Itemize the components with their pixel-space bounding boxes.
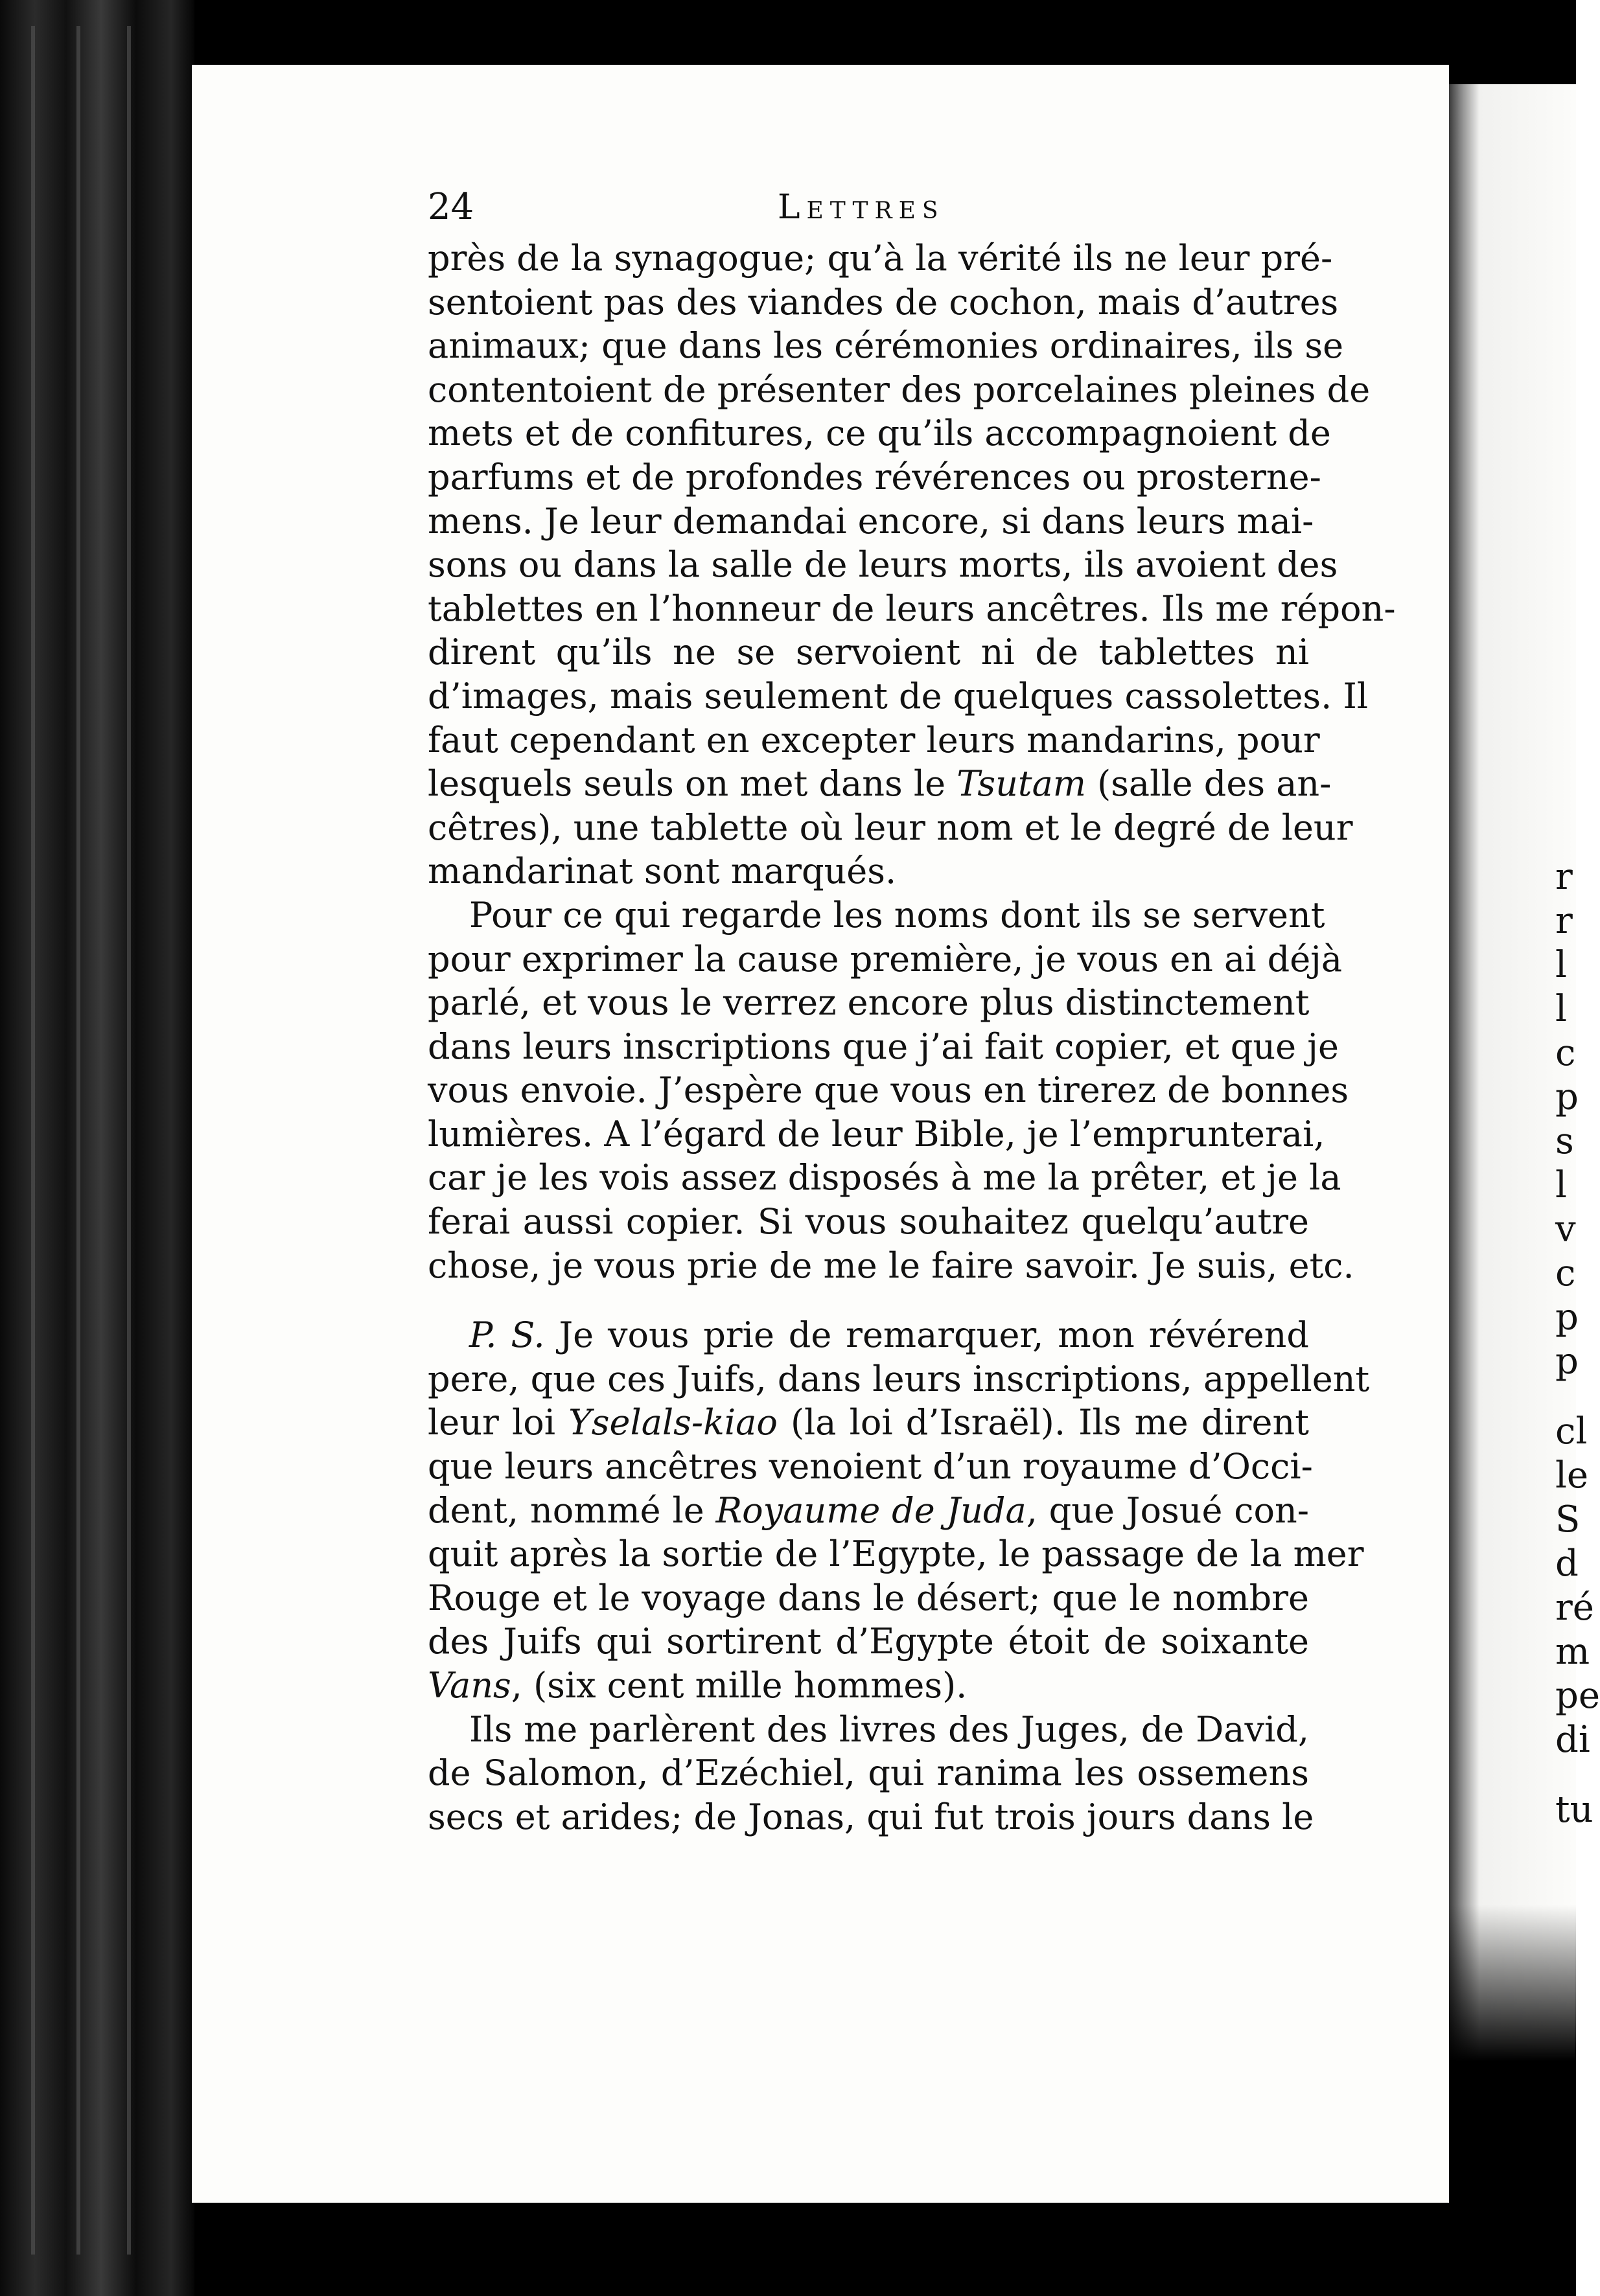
text-line: dans leurs inscriptions que j’ai fait copier, et que je bbox=[428, 1026, 1339, 1067]
text-line bbox=[428, 1401, 1309, 1445]
text-line: parlé, et vous le verrez encore plus distinctement bbox=[428, 982, 1310, 1024]
facing-page-fragment: l bbox=[1555, 944, 1567, 986]
text-line: d’images, mais seulement de quelques cassolettes. Il bbox=[428, 675, 1369, 717]
text-line: ferai aussi copier. Si vous souhaitez quelqu’autre bbox=[428, 1201, 1309, 1243]
facing-page-fragment: p bbox=[1555, 1340, 1579, 1383]
running-title: Lettres bbox=[778, 188, 945, 227]
fragment-gap bbox=[1555, 1762, 1576, 1788]
text-segment: Je vous prie de remarquer, mon révérend bbox=[559, 1314, 1309, 1356]
paragraph bbox=[428, 1708, 1314, 1839]
text-line: Rouge et le voyage dans le désert; que le nombre bbox=[428, 1577, 1309, 1618]
text-segment: dent, nommé le bbox=[428, 1489, 704, 1531]
italic-term: Tsutam bbox=[957, 763, 1086, 805]
text-line: parfums et de profondes révérences ou prosterne- bbox=[428, 456, 1321, 498]
text-line: chose, je vous prie de me le faire savoir. Je suis, etc. bbox=[428, 1245, 1354, 1286]
text-line: vous envoie. J’espère que vous en tirerez de bonnes bbox=[428, 1070, 1349, 1111]
facing-page-fragment: l bbox=[1555, 1164, 1567, 1206]
facing-page-fragment: r bbox=[1555, 900, 1573, 942]
text-segment: (la loi d’Israël). Ils me dirent bbox=[790, 1402, 1309, 1443]
facing-page-fragment: d bbox=[1555, 1543, 1579, 1585]
text-line: car je les vois assez disposés à me la prêter, et je la bbox=[428, 1157, 1341, 1199]
body-text bbox=[428, 236, 1396, 1839]
text-line: des Juifs qui sortirent d’Egypte étoit de soixante bbox=[428, 1621, 1309, 1662]
facing-page-fragment: s bbox=[1555, 1120, 1574, 1162]
text-line: Pour ce qui regarde les noms dont ils se servent bbox=[469, 894, 1325, 936]
facing-page-text-fragments bbox=[1555, 855, 1600, 1832]
italic-term: Vans bbox=[428, 1665, 511, 1706]
spine-edge-line bbox=[31, 26, 35, 2255]
text-line: Ils me parlèrent des livres des Juges, de David, bbox=[469, 1708, 1309, 1750]
text-segment: leur loi bbox=[428, 1402, 555, 1443]
text-line: tablettes en l’honneur de leurs ancêtres. Ils me répon- bbox=[428, 588, 1396, 629]
facing-page-fragment: tu bbox=[1555, 1789, 1594, 1831]
facing-page-fragment: S bbox=[1555, 1498, 1581, 1541]
facing-page-shadow bbox=[1449, 1905, 1576, 2296]
postscript-label: P. S. bbox=[469, 1314, 545, 1356]
text-line: mets et de confitures, ce qu’ils accompagnoient de bbox=[428, 413, 1331, 454]
page-header bbox=[428, 181, 1309, 233]
text-line: près de la synagogue; qu’à la vérité ils ne leur pré- bbox=[428, 238, 1333, 279]
facing-page-fragment: p bbox=[1555, 1296, 1579, 1338]
book-spine bbox=[0, 0, 194, 2296]
text-segment: , (six cent mille hommes). bbox=[511, 1665, 968, 1706]
text-line bbox=[428, 1313, 1309, 1357]
text-line: animaux; que dans les cérémonies ordinaires, ils se bbox=[428, 325, 1344, 367]
text-line: quit après la sortie de l’Egypte, le passage de la mer bbox=[428, 1533, 1364, 1575]
text-line: secs et arides; de Jonas, qui fut trois jours dans le bbox=[428, 1796, 1314, 1837]
facing-page-fragment: p bbox=[1555, 1076, 1579, 1118]
paragraph-gap bbox=[428, 1287, 1309, 1313]
facing-page-fragment: le bbox=[1555, 1454, 1589, 1497]
spine-edge-line bbox=[76, 26, 80, 2255]
postscript-paragraph bbox=[428, 1313, 1370, 1707]
facing-page-fragment: c bbox=[1555, 1252, 1576, 1294]
paragraph bbox=[428, 236, 1396, 893]
facing-page-fragment: v bbox=[1555, 1208, 1576, 1250]
text-line: sentoient pas des viandes de cochon, mais d’autres bbox=[428, 281, 1339, 323]
text-line: cêtres), une tablette où leur nom et le degré de leur bbox=[428, 807, 1353, 848]
text-line: dirent qu’ils ne se servoient ni de tablettes ni bbox=[428, 632, 1309, 673]
text-line bbox=[428, 1489, 1309, 1533]
facing-page-fragment: cl bbox=[1555, 1410, 1588, 1452]
facing-page-fragment: di bbox=[1555, 1719, 1590, 1761]
text-line bbox=[428, 1664, 1309, 1708]
spine-edge-line bbox=[127, 26, 131, 2255]
text-line: de Salomon, d’Ezéchiel, qui ranima les ossemens bbox=[428, 1752, 1309, 1794]
facing-page-fragment: m bbox=[1555, 1631, 1590, 1673]
text-line: mandarinat sont marqués. bbox=[428, 851, 897, 892]
text-line: pour exprimer la cause première, je vous en ai déjà bbox=[428, 938, 1343, 980]
text-segment: , que Josué con- bbox=[1026, 1489, 1309, 1531]
text-line: faut cependant en excepter leurs mandarins, pour bbox=[428, 719, 1320, 761]
facing-page-fragment: pe bbox=[1555, 1675, 1600, 1717]
text-line: lumières. A l’égard de leur Bible, je l’emprunterai, bbox=[428, 1113, 1325, 1154]
text-line: sons ou dans la salle de leurs morts, ils avoient des bbox=[428, 544, 1338, 586]
facing-page-fragment: ré bbox=[1555, 1587, 1594, 1629]
text-line: mens. Je leur demandai encore, si dans leurs mai- bbox=[428, 500, 1314, 542]
text-segment: (salle des an- bbox=[1097, 763, 1332, 805]
italic-term: Yselals-kiao bbox=[568, 1402, 778, 1443]
fragment-gap bbox=[1555, 1384, 1576, 1410]
facing-page-fragment: l bbox=[1555, 988, 1567, 1030]
facing-page-fragment: c bbox=[1555, 1032, 1576, 1074]
text-segment: lesquels seuls on met dans le bbox=[428, 763, 946, 805]
text-line: que leurs ancêtres venoient d’un royaume d’Occi- bbox=[428, 1446, 1313, 1487]
text-line bbox=[428, 762, 1332, 806]
page-number: 24 bbox=[428, 186, 474, 228]
facing-page-fragment: r bbox=[1555, 856, 1573, 898]
italic-term: Royaume de Juda bbox=[715, 1489, 1026, 1531]
paragraph bbox=[428, 893, 1354, 1287]
text-line: contentoient de présenter des porcelaines pleines de bbox=[428, 369, 1371, 410]
text-line: pere, que ces Juifs, dans leurs inscriptions, appellent bbox=[428, 1358, 1370, 1399]
